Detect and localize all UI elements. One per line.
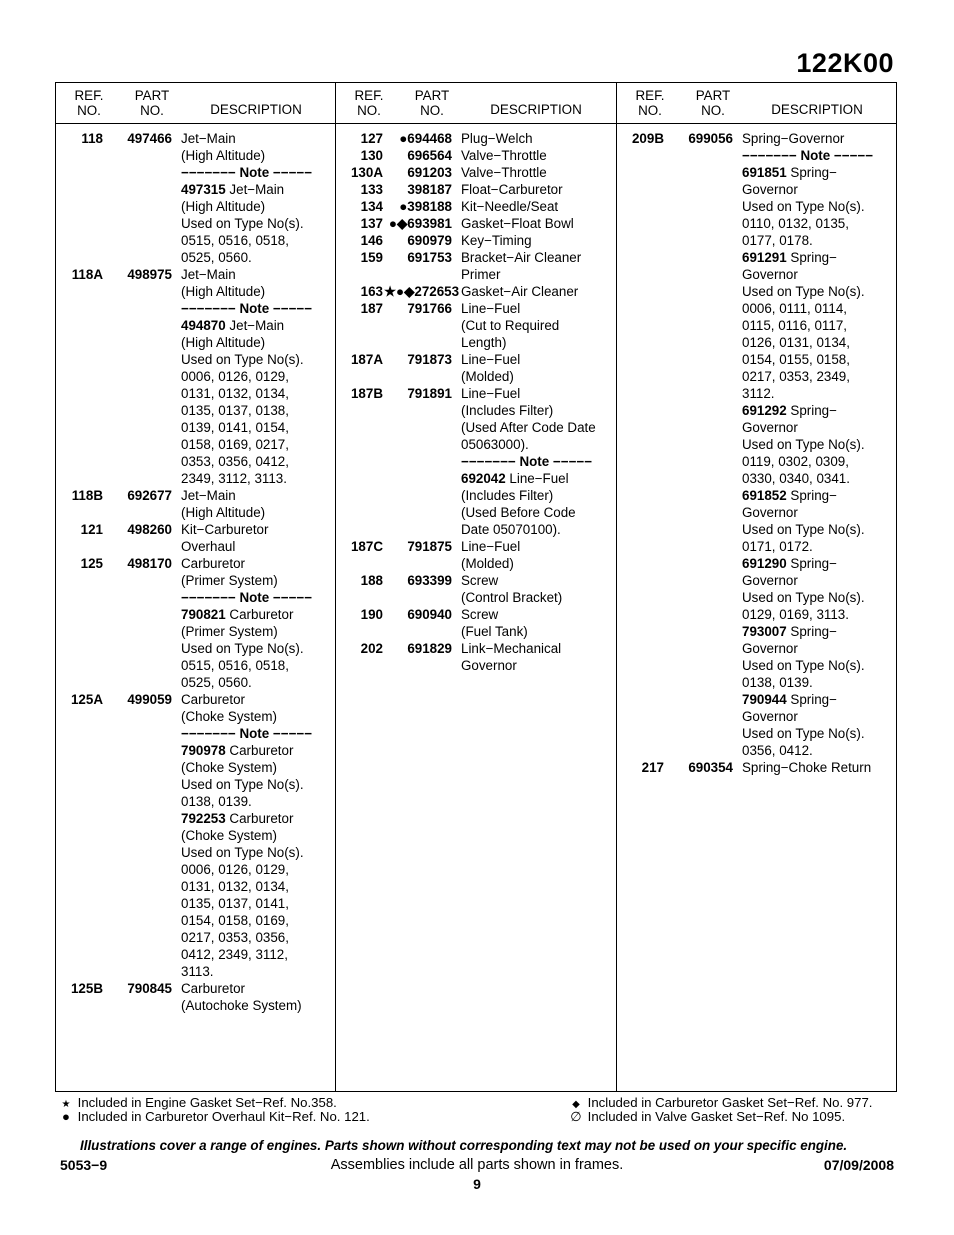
description-line: 3113. (181, 964, 214, 979)
parts-column-3 (617, 83, 897, 1091)
footnote-dot (58, 1109, 370, 1124)
part-description (461, 300, 611, 351)
description-line: (High Altitude) (181, 148, 266, 163)
model-number: 122K00 (796, 48, 894, 78)
part-header: PART NO. (414, 88, 450, 118)
ref-number: 133 (360, 182, 383, 197)
ref-number: 137 (360, 216, 383, 231)
alt-part-line (742, 623, 892, 640)
parts-table (55, 82, 897, 1092)
note-divider: −−−−−−− Note −−−−− (181, 590, 313, 605)
description-line: 0119, 0302, 0309, (742, 454, 849, 469)
description-line: 0006, 0111, 0114, (742, 301, 847, 316)
part-description (461, 606, 611, 640)
alt-part-line (742, 691, 892, 708)
parts-column-1 (56, 83, 336, 1091)
description-line: (High Altitude) (181, 335, 266, 350)
ref-number: 127 (360, 131, 383, 146)
note-divider: −−−−−−− Note −−−−− (181, 165, 313, 180)
description-line: 0217, 0353, 0356, (181, 930, 289, 945)
empty-set-icon: ∅ (570, 1109, 582, 1124)
alt-part-number: 790978 (181, 743, 226, 758)
note-divider: −−−−−−− Note −−−−− (461, 454, 593, 469)
description-line: Float−Carburetor (461, 182, 563, 197)
dot-icon: ● (62, 1109, 70, 1124)
description-line: Overhaul (181, 539, 236, 554)
alt-part-line (181, 317, 331, 334)
description-line: 0525, 0560. (181, 675, 252, 690)
description-line: Line−Fuel (461, 539, 521, 554)
description-line: (Used After Code Date (461, 420, 596, 435)
part-description (461, 147, 611, 164)
alt-part-text: Carburetor (229, 811, 294, 826)
ref-number: 130A (350, 165, 383, 180)
description-line: Line−Fuel (461, 386, 521, 401)
page-date: 07/09/2008 (823, 1157, 894, 1173)
ref-number: 159 (360, 250, 383, 265)
description-line: Used on Type No(s). (742, 437, 865, 452)
column-header (617, 89, 897, 123)
description-line: 0154, 0155, 0158, (742, 352, 850, 367)
alt-part-line (461, 470, 611, 487)
part-number: 498260 (127, 522, 172, 537)
alt-part-line (181, 606, 331, 623)
description-line: (Molded) (461, 556, 514, 571)
description-line: 0515, 0516, 0518, (181, 658, 289, 673)
alt-part-number: 792253 (181, 811, 226, 826)
description-line: Used on Type No(s). (181, 845, 304, 860)
ref-number: 202 (360, 641, 383, 656)
ref-number: 188 (360, 573, 383, 588)
part-number: 691753 (407, 250, 452, 265)
parts-rows (56, 130, 336, 1014)
parts-rows (336, 130, 616, 674)
description-line: Carburetor (181, 692, 246, 707)
part-row (336, 147, 616, 164)
description-line: Valve−Throttle (461, 148, 547, 163)
part-description (181, 691, 331, 980)
part-description (461, 249, 611, 283)
ref-number: 118 (81, 131, 103, 146)
description-header: DESCRIPTION (771, 102, 863, 117)
description-line: Bracket−Air Cleaner (461, 250, 582, 265)
description-line: Link−Mechanical (461, 641, 562, 656)
part-number: 791873 (407, 352, 452, 367)
description-line: (High Altitude) (181, 284, 266, 299)
note-divider: −−−−−−− Note −−−−− (181, 726, 313, 741)
part-row (56, 487, 336, 521)
ref-number: 187A (350, 352, 383, 367)
part-header: PART NO. (134, 88, 170, 118)
description-line: (Autochoke System) (181, 998, 302, 1013)
part-row (336, 300, 616, 351)
part-description (461, 572, 611, 606)
alt-part-line (181, 810, 331, 827)
description-line: 2349, 3112, 3113. (181, 471, 287, 486)
description-line: Jet−Main (181, 131, 236, 146)
description-line: Used on Type No(s). (742, 284, 865, 299)
alt-part-number: 691851 (742, 165, 787, 180)
description-line: 0154, 0158, 0169, (181, 913, 289, 928)
alt-part-line (742, 487, 892, 504)
description-line: Jet−Main (181, 267, 236, 282)
part-number: 791766 (407, 301, 452, 316)
alt-part-line (181, 181, 331, 198)
alt-part-line (742, 402, 892, 419)
description-line: 0138, 0139. (742, 675, 813, 690)
part-description (461, 385, 611, 538)
description-line: 0135, 0137, 0138, (181, 403, 289, 418)
column-header (56, 89, 336, 123)
description-line: 0353, 0356, 0412, (181, 454, 289, 469)
part-number: 497466 (127, 131, 172, 146)
part-description (181, 266, 331, 487)
part-description (181, 130, 331, 266)
description-line: 0412, 2349, 3112, (181, 947, 288, 962)
alt-part-line (742, 555, 892, 572)
part-number: 690940 (407, 607, 452, 622)
part-description (461, 215, 611, 232)
description-line: 0525, 0560. (181, 250, 252, 265)
description-line: (Control Bracket) (461, 590, 563, 605)
description-line: Line−Fuel (461, 352, 521, 367)
part-row (56, 130, 336, 266)
alt-part-text: Spring− (790, 556, 837, 571)
description-line: Spring−Choke Return (742, 760, 872, 775)
description-line: 0131, 0132, 0134, (181, 879, 289, 894)
part-number: ●694468 (399, 131, 452, 146)
alt-part-number: 793007 (742, 624, 787, 639)
alt-part-number: 497315 (181, 182, 226, 197)
description-line: Plug−Welch (461, 131, 533, 146)
ref-number: 121 (80, 522, 103, 537)
description-line: (Primer System) (181, 573, 278, 588)
part-number: 790845 (127, 981, 172, 996)
ref-number: 217 (641, 760, 664, 775)
description-line: Used on Type No(s). (742, 658, 865, 673)
description-line: 0177, 0178. (742, 233, 813, 248)
description-line: 0115, 0116, 0117, (742, 318, 847, 333)
part-row (336, 198, 616, 215)
description-line: (High Altitude) (181, 505, 266, 520)
ref-number: 146 (360, 233, 383, 248)
description-line: 0171, 0172. (742, 539, 813, 554)
description-header: DESCRIPTION (490, 102, 582, 117)
ref-number: 209B (631, 131, 664, 146)
description-line: Used on Type No(s). (742, 199, 865, 214)
part-description (461, 640, 611, 674)
part-description (461, 232, 611, 249)
ref-number: 130 (360, 148, 383, 163)
part-description (742, 130, 892, 759)
ref-number: 187B (350, 386, 383, 401)
description-line: (Choke System) (181, 709, 277, 724)
part-row (617, 130, 897, 759)
description-line: 0330, 0340, 0341. (742, 471, 850, 486)
part-row (56, 691, 336, 980)
alt-part-text: Jet−Main (229, 318, 285, 333)
description-line: (High Altitude) (181, 199, 266, 214)
part-row (56, 980, 336, 1014)
ref-number: 125A (70, 692, 103, 707)
part-number: ●398188 (399, 199, 452, 214)
ref-header: REF. NO. (74, 88, 104, 118)
description-line: Line−Fuel (461, 301, 521, 316)
description-line: Key−Timing (461, 233, 532, 248)
description-line: Screw (461, 607, 499, 622)
alt-part-text: Spring− (790, 165, 837, 180)
alt-part-text: Spring− (790, 403, 837, 418)
ref-number: 125 (80, 556, 103, 571)
description-line: Governor (742, 573, 798, 588)
part-number: 791875 (407, 539, 452, 554)
part-description (181, 487, 331, 521)
description-line: Used on Type No(s). (181, 352, 304, 367)
description-line: 0126, 0131, 0134, (742, 335, 850, 350)
alt-part-text: Spring− (790, 692, 837, 707)
part-row (336, 130, 616, 147)
alt-part-text: Line−Fuel (509, 471, 569, 486)
description-line: (Cut to Required (461, 318, 560, 333)
description-line: 3112. (742, 386, 775, 401)
part-number: 692677 (127, 488, 172, 503)
description-line: Used on Type No(s). (742, 522, 865, 537)
part-number: 691203 (407, 165, 452, 180)
part-number: 691829 (407, 641, 452, 656)
description-line: 0135, 0137, 0141, (181, 896, 289, 911)
part-row (336, 351, 616, 385)
part-number: 693399 (407, 573, 452, 588)
description-line: (Molded) (461, 369, 514, 384)
description-line: Primer (461, 267, 501, 282)
part-number: 498170 (127, 556, 172, 571)
alt-part-number: 790821 (181, 607, 226, 622)
alt-part-line (742, 164, 892, 181)
alt-part-number: 790944 (742, 692, 787, 707)
part-description (181, 521, 331, 555)
description-line: Used on Type No(s). (742, 726, 865, 741)
part-row (336, 606, 616, 640)
description-line: Governor (742, 709, 798, 724)
ref-number: 125B (70, 981, 103, 996)
part-row (336, 283, 616, 300)
description-line: 0217, 0353, 2349, (742, 369, 850, 384)
assemblies-note: Assemblies include all parts shown in frames. (330, 1157, 624, 1173)
description-line: 0129, 0169, 3113. (742, 607, 849, 622)
part-description (742, 759, 892, 776)
description-line: Governor (742, 182, 798, 197)
part-row (617, 759, 897, 776)
description-line: Governor (742, 505, 798, 520)
description-line: 0006, 0126, 0129, (181, 369, 289, 384)
description-line: 0158, 0169, 0217, (181, 437, 289, 452)
part-row (336, 385, 616, 538)
description-line: Governor (742, 641, 798, 656)
description-line: 0356, 0412. (742, 743, 813, 758)
ref-header: REF. NO. (635, 88, 665, 118)
star-icon: ★ (61, 1099, 71, 1110)
description-line: (Includes Filter) (461, 488, 554, 503)
part-number: 791891 (407, 386, 452, 401)
description-line: 0006, 0126, 0129, (181, 862, 289, 877)
alt-part-number: 692042 (461, 471, 506, 486)
part-description (461, 538, 611, 572)
ref-number: 118B (71, 488, 103, 503)
part-number: 696564 (407, 148, 452, 163)
description-line: Governor (461, 658, 517, 673)
column-header (336, 89, 616, 123)
description-line: (Fuel Tank) (461, 624, 528, 639)
footnote-text: Included in Valve Gasket Set−Ref. No 1095. (587, 1109, 846, 1124)
footnote-empty-set (568, 1109, 845, 1124)
description-line: Used on Type No(s). (181, 641, 304, 656)
part-description (461, 351, 611, 385)
part-row (336, 249, 616, 283)
alt-part-number: 691292 (742, 403, 787, 418)
alt-part-number: 691852 (742, 488, 787, 503)
alt-part-text: Spring− (790, 250, 837, 265)
description-line: 0515, 0516, 0518, (181, 233, 289, 248)
part-description (461, 164, 611, 181)
ref-header: REF. NO. (354, 88, 384, 118)
part-description (461, 283, 611, 300)
disclaimer: Illustrations cover a range of engines. Parts shown without corresponding text may not be used on your specific engine. (80, 1138, 848, 1153)
description-line: Used on Type No(s). (181, 216, 304, 231)
part-number: 398187 (407, 182, 452, 197)
description-line: Date 05070100). (461, 522, 561, 537)
part-description (181, 555, 331, 691)
part-number: 499059 (127, 692, 172, 707)
description-line: (Choke System) (181, 760, 277, 775)
ref-number: 190 (360, 607, 383, 622)
description-line: Jet−Main (181, 488, 236, 503)
part-header: PART NO. (695, 88, 731, 118)
description-line: Used on Type No(s). (742, 590, 865, 605)
page-id: 5053−9 (60, 1157, 108, 1173)
part-row (56, 555, 336, 691)
alt-part-line (742, 249, 892, 266)
description-line: Valve−Throttle (461, 165, 547, 180)
note-divider: −−−−−−− Note −−−−− (742, 148, 874, 163)
footnote-text: Included in Engine Gasket Set−Ref. No.358. (77, 1095, 337, 1110)
footnote-text: Included in Carburetor Overhaul Kit−Ref. No. 121. (77, 1109, 370, 1124)
part-number: 498975 (127, 267, 172, 282)
description-line: Spring−Governor (742, 131, 845, 146)
description-line: Gasket−Air Cleaner (461, 284, 579, 299)
part-row (336, 640, 616, 674)
ref-number: 118A (71, 267, 103, 282)
part-row (56, 266, 336, 487)
description-line: Kit−Carburetor (181, 522, 269, 537)
description-line: 05063000). (461, 437, 529, 452)
description-line: 0139, 0141, 0154, (181, 420, 289, 435)
description-line: 0131, 0132, 0134, (181, 386, 289, 401)
part-description (181, 980, 331, 1014)
alt-part-number: 691291 (742, 250, 787, 265)
page-number: 9 (473, 1176, 481, 1192)
part-number: 690354 (688, 760, 733, 775)
description-line: Carburetor (181, 981, 246, 996)
alt-part-number: 494870 (181, 318, 226, 333)
ref-number: 163 (360, 284, 383, 299)
alt-part-text: Spring− (790, 488, 837, 503)
description-line: (Used Before Code (461, 505, 576, 520)
part-number: ★●◆272653 (384, 284, 460, 299)
description-line: Governor (742, 267, 798, 282)
description-line: Carburetor (181, 556, 246, 571)
diamond-icon: ◆ (572, 1099, 580, 1110)
part-row (336, 538, 616, 572)
part-number: ●◆693981 (388, 216, 452, 231)
description-line: 0110, 0132, 0135, (742, 216, 849, 231)
part-row (336, 215, 616, 232)
description-line: Kit−Needle/Seat (461, 199, 559, 214)
description-header: DESCRIPTION (210, 102, 302, 117)
description-line: (Includes Filter) (461, 403, 554, 418)
part-description (461, 181, 611, 198)
description-line: (Primer System) (181, 624, 278, 639)
description-line: Governor (742, 420, 798, 435)
alt-part-text: Carburetor (229, 607, 294, 622)
footnote-text: Included in Carburetor Gasket Set−Ref. No. 977. (587, 1095, 873, 1110)
parts-rows (617, 130, 897, 776)
ref-number: 134 (360, 199, 383, 214)
description-line: (Choke System) (181, 828, 277, 843)
description-line: Length) (461, 335, 507, 350)
part-row (336, 232, 616, 249)
part-row (336, 164, 616, 181)
part-row (56, 521, 336, 555)
alt-part-text: Spring− (790, 624, 837, 639)
part-description (461, 130, 611, 147)
note-divider: −−−−−−− Note −−−−− (181, 301, 313, 316)
part-description (461, 198, 611, 215)
alt-part-text: Jet−Main (229, 182, 285, 197)
alt-part-text: Carburetor (229, 743, 294, 758)
description-line: Gasket−Float Bowl (461, 216, 574, 231)
alt-part-line (181, 742, 331, 759)
description-line: Used on Type No(s). (181, 777, 304, 792)
part-row (336, 572, 616, 606)
part-number: 690979 (407, 233, 452, 248)
part-row (336, 181, 616, 198)
alt-part-number: 691290 (742, 556, 787, 571)
part-number: 699056 (688, 131, 733, 146)
description-line: 0138, 0139. (181, 794, 252, 809)
description-line: Screw (461, 573, 499, 588)
ref-number: 187C (350, 539, 383, 554)
parts-column-2 (336, 83, 616, 1091)
ref-number: 187 (360, 301, 383, 316)
